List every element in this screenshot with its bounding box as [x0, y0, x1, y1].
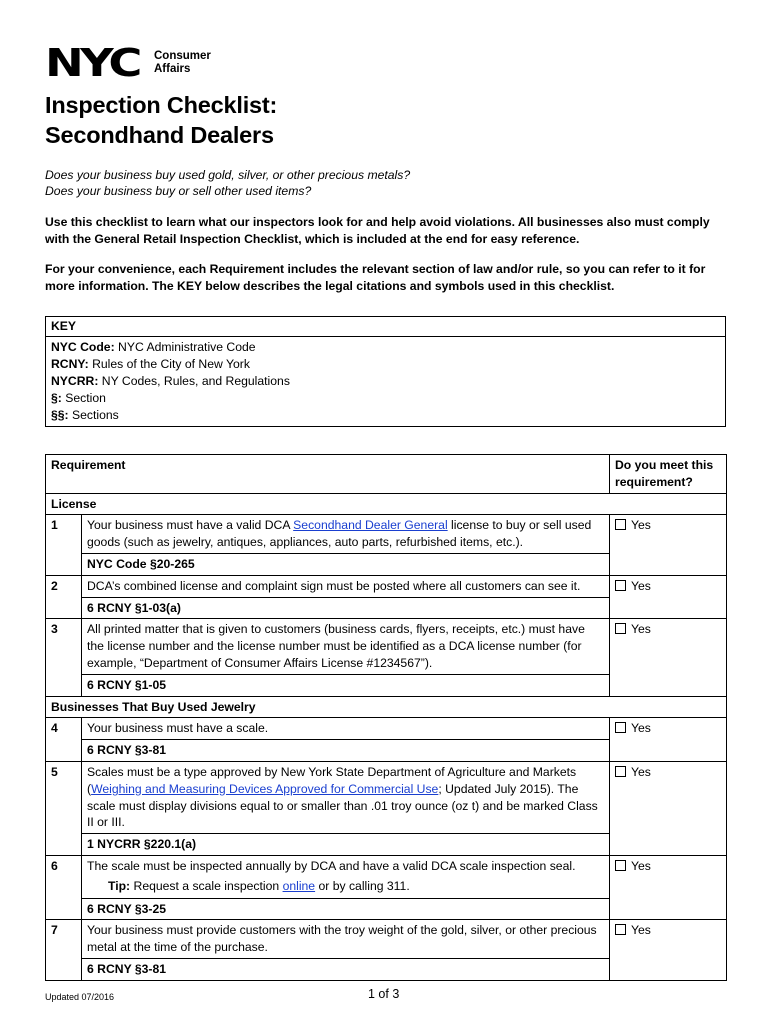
yes-label: Yes — [631, 858, 651, 873]
tip-text: or by calling 311. — [315, 878, 410, 893]
nyc-logo-mark: NYC — [45, 41, 139, 85]
key-table — [45, 316, 726, 427]
requirement-text — [82, 855, 610, 898]
yes-label: Yes — [631, 764, 651, 779]
nyc-consumer-affairs-logo — [45, 41, 211, 85]
key-item — [51, 373, 720, 390]
column-header-meet: Do you meet this requirement? — [610, 455, 727, 494]
checkbox-icon[interactable] — [615, 766, 626, 777]
column-header-requirement: Requirement — [46, 455, 610, 494]
requirement-text: All printed matter that is given to customers (business cards, flyers, receipts, etc.) must have the license number and the license number must be identified as a DCA license number (for example, “Department of Consumer Affairs License #1234567”). — [82, 619, 610, 674]
requirement-number: 6 — [46, 855, 82, 919]
key-term: NYCRR: — [51, 374, 99, 388]
intro-questions — [45, 167, 735, 199]
key-item — [51, 407, 720, 424]
intro-question-1: Does your business buy used gold, silver, or other precious metals? — [45, 168, 411, 182]
intro-question-2: Does your business buy or sell other used items? — [45, 184, 312, 198]
yes-label: Yes — [631, 721, 651, 736]
requirement-number: 5 — [46, 761, 82, 855]
checkbox-icon[interactable] — [615, 924, 626, 935]
title-line-1: Inspection Checklist: — [45, 92, 278, 118]
yes-checkbox[interactable] — [615, 923, 651, 937]
requirement-text-part: The scale must be inspected annually by DCA and have a valid DCA scale inspection seal. — [87, 858, 576, 873]
tip-text: Request a scale inspection — [130, 878, 283, 893]
tip — [87, 878, 604, 895]
requirement-number: 4 — [46, 718, 82, 762]
key-term: RCNY: — [51, 357, 89, 371]
answer-cell — [610, 515, 727, 575]
yes-label: Yes — [631, 578, 651, 593]
citation: 6 RCNY §3-81 — [82, 740, 610, 762]
requirement-text: DCA’s combined license and complaint sign must be posted where all customers can see it. — [82, 575, 610, 597]
citation: 1 NYCRR §220.1(a) — [82, 834, 610, 856]
citation: 6 RCNY §1-05 — [82, 674, 610, 696]
answer-cell — [610, 761, 727, 855]
section-license: License — [46, 493, 727, 515]
requirement-text-part: Scales must be a type approved by New York State Department of Agriculture and Markets ( — [87, 764, 577, 796]
citation: 6 RCNY §3-81 — [82, 958, 610, 980]
requirement-text — [82, 515, 610, 554]
requirements-table — [45, 454, 727, 981]
footer-updated-date: Updated 07/2016 — [45, 992, 115, 1002]
requirement-text — [82, 761, 610, 833]
yes-label: Yes — [631, 518, 651, 533]
intro-paragraph-2: For your convenience, each Requirement includes the relevant section of law and/or rule, so you can refer to it for more information. The KEY below describes the legal citations and symbols used in this checklist. — [45, 262, 706, 293]
answer-cell — [610, 575, 727, 619]
tip-label: Tip: — [108, 878, 131, 893]
yes-label: Yes — [631, 923, 651, 938]
checkbox-icon[interactable] — [615, 580, 626, 591]
page-number: 1 of 3 — [368, 987, 400, 1001]
key-desc: Sections — [72, 408, 119, 422]
key-desc: Section — [65, 391, 106, 405]
citation: NYC Code §20-265 — [82, 553, 610, 575]
section-jewelry: Businesses That Buy Used Jewelry — [46, 696, 727, 718]
requirement-number: 7 — [46, 920, 82, 980]
key-item — [51, 390, 720, 407]
yes-checkbox[interactable] — [615, 721, 651, 735]
requirement-number: 3 — [46, 619, 82, 696]
key-desc: Rules of the City of New York — [92, 357, 250, 371]
answer-cell — [610, 718, 727, 762]
key-term: §: — [51, 391, 62, 405]
intro-paragraph-1: Use this checklist to learn what our inspectors look for and help avoid violations. All businesses also must comply with the General Retail Inspection Checklist, which is included at the end for easy reference. — [45, 215, 710, 246]
key-item — [51, 356, 720, 373]
yes-checkbox[interactable] — [615, 765, 651, 779]
key-desc: NY Codes, Rules, and Regulations — [101, 374, 290, 388]
key-term: NYC Code: — [51, 340, 115, 354]
requirement-text-part: Your business must have a valid DCA — [87, 518, 294, 533]
online-link[interactable]: online — [282, 878, 316, 893]
citation: 6 RCNY §1-03(a) — [82, 597, 610, 619]
answer-cell — [610, 920, 727, 980]
yes-checkbox[interactable] — [615, 859, 651, 873]
secondhand-dealer-general-link[interactable]: Secondhand Dealer General — [293, 518, 448, 533]
logo-line-2: Affairs — [154, 63, 191, 75]
answer-cell — [610, 619, 727, 696]
checkbox-icon[interactable] — [615, 722, 626, 733]
checkbox-icon[interactable] — [615, 623, 626, 634]
checkbox-icon[interactable] — [615, 519, 626, 530]
key-item — [51, 339, 720, 356]
key-desc: NYC Administrative Code — [118, 340, 256, 354]
requirement-number: 1 — [46, 515, 82, 575]
yes-checkbox[interactable] — [615, 518, 651, 532]
yes-checkbox[interactable] — [615, 579, 651, 593]
yes-label: Yes — [631, 622, 651, 637]
yes-checkbox[interactable] — [615, 622, 651, 636]
page-title — [45, 90, 277, 150]
requirement-number: 2 — [46, 575, 82, 619]
checkbox-icon[interactable] — [615, 860, 626, 871]
key-term: §§: — [51, 408, 69, 422]
title-line-2: Secondhand Dealers — [45, 122, 274, 148]
key-body — [46, 337, 726, 427]
requirement-text-part: license to buy or sell used goods (such as jewelry, antiques, appliances, auto parts, refurbished items, etc.). — [87, 518, 592, 550]
requirement-text: Your business must have a scale. — [82, 718, 610, 740]
citation: 6 RCNY §3-25 — [82, 898, 610, 920]
answer-cell — [610, 855, 727, 919]
key-heading: KEY — [46, 317, 726, 337]
weighing-devices-link[interactable]: Weighing and Measuring Devices Approved for Commercial Use — [91, 781, 439, 796]
requirement-text: Your business must provide customers with the troy weight of the gold, silver, or other precious metal at the time of the purchase. — [82, 920, 610, 959]
requirement-text-part: ; Updated July 2015). The scale must display divisions equal to or smaller than .01 troy ounce (oz t) and be marked Class II or III. — [87, 781, 598, 830]
logo-line-1: Consumer — [154, 50, 211, 62]
